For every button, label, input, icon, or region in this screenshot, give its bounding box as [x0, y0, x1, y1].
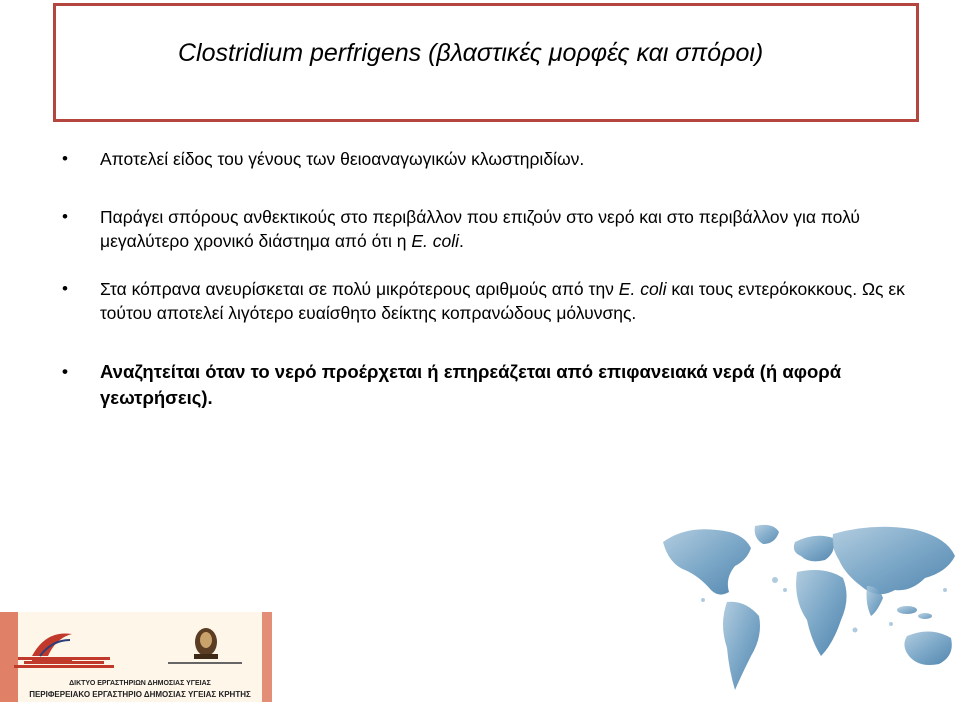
bullet-item — [62, 205, 912, 253]
water-world-map-icon — [655, 520, 960, 702]
lab-logo-card — [0, 612, 272, 702]
bullet-italic: E. coli — [411, 231, 459, 251]
school-emblem-text — [150, 662, 260, 664]
slide-title: Clostridium perfrigens (βλαστικές μορφές και σπόροι) — [178, 39, 764, 67]
bullet-icon: • — [62, 207, 68, 226]
bullet-text: Παράγει σπόρους ανθεκτικούς στο περιβάλλον που επιζούν στο νερό και στο περιβάλλον για πολύ μεγαλύτερο χρονικό διάστημα από ότι η — [100, 207, 860, 251]
bullet-text: Στα κόπρανα ανευρίσκεται σε πολύ μικρότερους αριθμούς από την — [100, 279, 619, 299]
school-emblem-icon — [186, 626, 226, 660]
bullet-icon: • — [62, 149, 68, 168]
bullet-item — [62, 277, 912, 325]
bullet-list — [62, 147, 912, 411]
bullet-italic: E. coli — [618, 279, 667, 299]
bullet-text-end: και τους εντερόκοκκους. Ως εκ τούτου αποτελεί λιγότερο ευαίσθητο δείκτης κοπρανώδους μόλυνσης. — [100, 279, 905, 323]
keelpno-logo-text — [8, 656, 120, 669]
bullet-item — [62, 147, 912, 171]
bullet-text: Αναζητείται όταν το νερό προέρχεται ή επηρεάζεται από επιφανειακά νερά (ή αφορά γεωτρήσεις). — [100, 361, 842, 408]
title-box — [53, 3, 919, 122]
bullet-item — [62, 359, 912, 411]
logo-strip-right — [262, 612, 272, 702]
bullet-text: Αποτελεί είδος του γένους των θειοαναγωγικών κλωστηριδίων. — [100, 149, 585, 169]
bullet-icon: • — [62, 279, 68, 298]
bullet-icon: • — [62, 362, 68, 381]
bullet-text-end: . — [459, 231, 464, 251]
lab-network-label: ΔΙΚΤΥΟ ΕΡΓΑΣΤΗΡΙΩΝ ΔΗΜΟΣΙΑΣ ΥΓΕΙΑΣ — [69, 680, 211, 687]
regional-lab-label: ΠΕΡΙΦΕΡΕΙΑΚΟ ΕΡΓΑΣΤΗΡΙΟ ΔΗΜΟΣΙΑΣ ΥΓΕΙΑΣ ΚΡΗΤΗΣ — [29, 690, 251, 699]
